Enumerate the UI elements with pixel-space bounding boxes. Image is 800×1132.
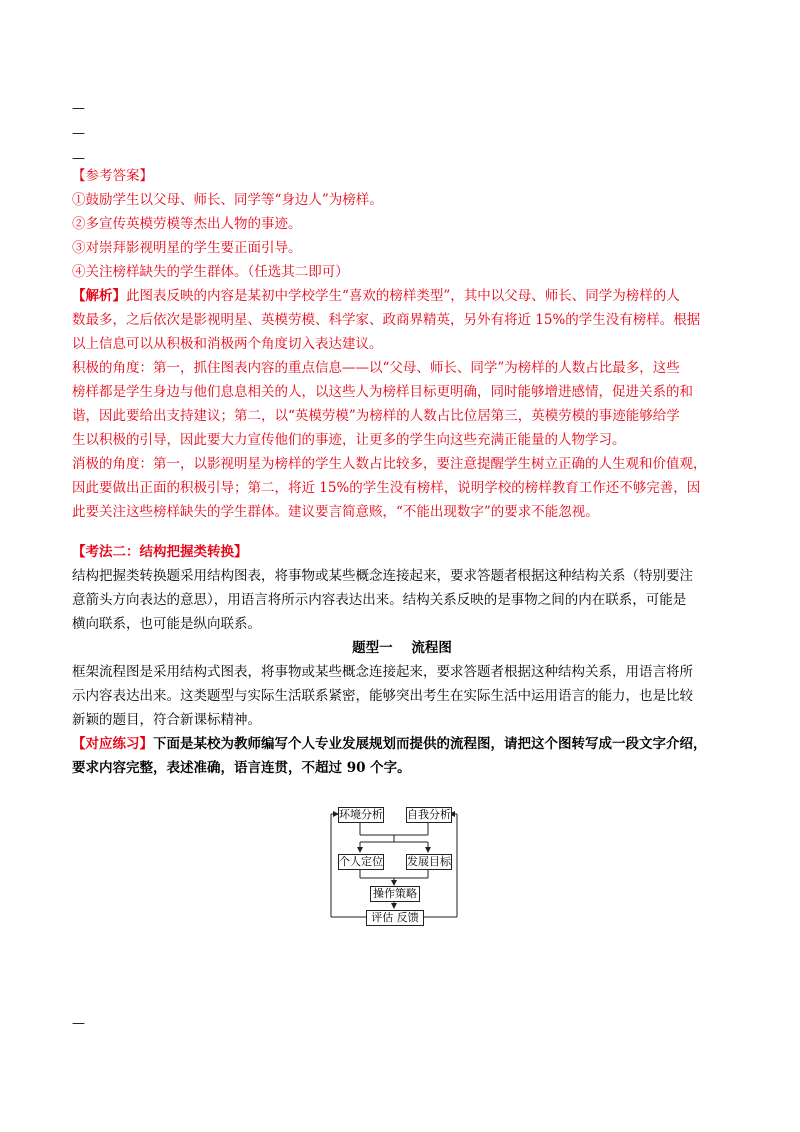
dash-mark: —	[72, 151, 85, 166]
section-paragraph-line: 横向联系，也可能是纵向联系。	[72, 616, 261, 632]
flowchart-box-position: 个人定位	[339, 855, 383, 868]
answer-item: ①鼓励学生以父母、师长、同学等“身边人”为榜样。	[72, 192, 383, 208]
flowchart-box-env: 环境分析	[339, 808, 383, 821]
answer-item: ②多宣传英模劳模等杰出人物的事迹。	[72, 216, 302, 232]
practice-label: 【对应练习】	[72, 736, 153, 752]
dash-mark: —	[72, 126, 85, 141]
flowchart-box-eval: 评估 反馈	[366, 910, 424, 926]
section-heading: 【考法二：结构把握类转换】	[72, 544, 248, 560]
type-title: 题型一 流程图	[352, 640, 452, 656]
practice-text: 下面是某校为教师编写个人专业发展规划而提供的流程图，请把这个图转写成一段文字介绍，	[153, 736, 707, 752]
analysis-label: 【解析】	[72, 288, 126, 304]
type-paragraph-line: 新颖的题目，符合新课标精神。	[72, 712, 261, 728]
analysis-line: 积极的角度：第一，抓住图表内容的重点信息——以“父母、师长、同学”为榜样的人数占比最多，这些	[72, 360, 680, 376]
analysis-text: 此图表反映的内容是某初中学校学生“喜欢的榜样类型”，其中以父母、师长、同学为榜样的人	[126, 288, 680, 304]
flowchart-box-self: 自我分析	[407, 808, 451, 821]
type-paragraph-line: 示内容表达出来。这类题型与实际生活联系紧密，能够突出考生在实际生活中运用语言的能力，也是比较	[72, 688, 693, 704]
flowchart-box-strategy: 操作策略	[370, 886, 420, 902]
section-paragraph-line: 意箭头方向表达的意思），用语言将所示内容表达出来。结构关系反映的是事物之间的内在联系，可能是	[72, 592, 687, 608]
document-body	[72, 164, 732, 780]
analysis-line: 数最多，之后依次是影视明星、英模劳模、科学家、政商界精英，另外有将近 15%的学生没有榜样。根据	[72, 312, 701, 328]
answer-item: ③对崇拜影视明星的学生要正面引导。	[72, 240, 302, 256]
dash-mark: —	[72, 1016, 85, 1031]
answer-heading: 【参考答案】	[72, 168, 153, 184]
analysis-line: 以上信息可以从积极和消极两个角度切入表达建议。	[72, 336, 383, 352]
analysis-line: 谐，因此要给出支持建议；第二，以“英模劳模”为榜样的人数占比位居第三，英模劳模的事迹能够给学	[72, 408, 680, 424]
dash-mark: —	[72, 101, 85, 116]
analysis-line: 因此要做出正面的积极引导；第二，将近 15%的学生没有榜样，说明学校的榜样教育工作还不够完善，因	[72, 480, 701, 496]
analysis-line: 榜样都是学生身边与他们息息相关的人，以这些人为榜样目标更明确，同时能够增进感情，促进关系的和	[72, 384, 693, 400]
analysis-line	[72, 284, 732, 308]
section-paragraph-line: 结构把握类转换题采用结构图表，将事物或某些概念连接起来，要求答题者根据这种结构关系（特别要注	[72, 568, 693, 584]
type-paragraph-line: 框架流程图是采用结构式图表，将事物或某些概念连接起来，要求答题者根据这种结构关系，用语言将所	[72, 664, 693, 680]
practice-line	[72, 732, 732, 756]
answer-item: ④关注榜样缺失的学生群体。（任选其二即可）	[72, 264, 349, 280]
analysis-line: 生以积极的引导，因此要大力宣传他们的事迹，让更多的学生向这些充满正能量的人物学习。	[72, 432, 626, 448]
analysis-line: 消极的角度：第一，以影视明星为榜样的学生人数占比较多，要注意提醒学生树立正确的人生观和价值观，	[72, 456, 707, 472]
practice-line: 要求内容完整，表述准确，语言连贯，不超过 90 个字。	[72, 760, 411, 776]
flowchart-box-goal: 发展目标	[407, 855, 451, 868]
analysis-line: 此要关注这些榜样缺失的学生群体。建议要言简意赅，“不能出现数字”的要求不能忽视。	[72, 504, 599, 520]
flowchart	[328, 804, 460, 928]
